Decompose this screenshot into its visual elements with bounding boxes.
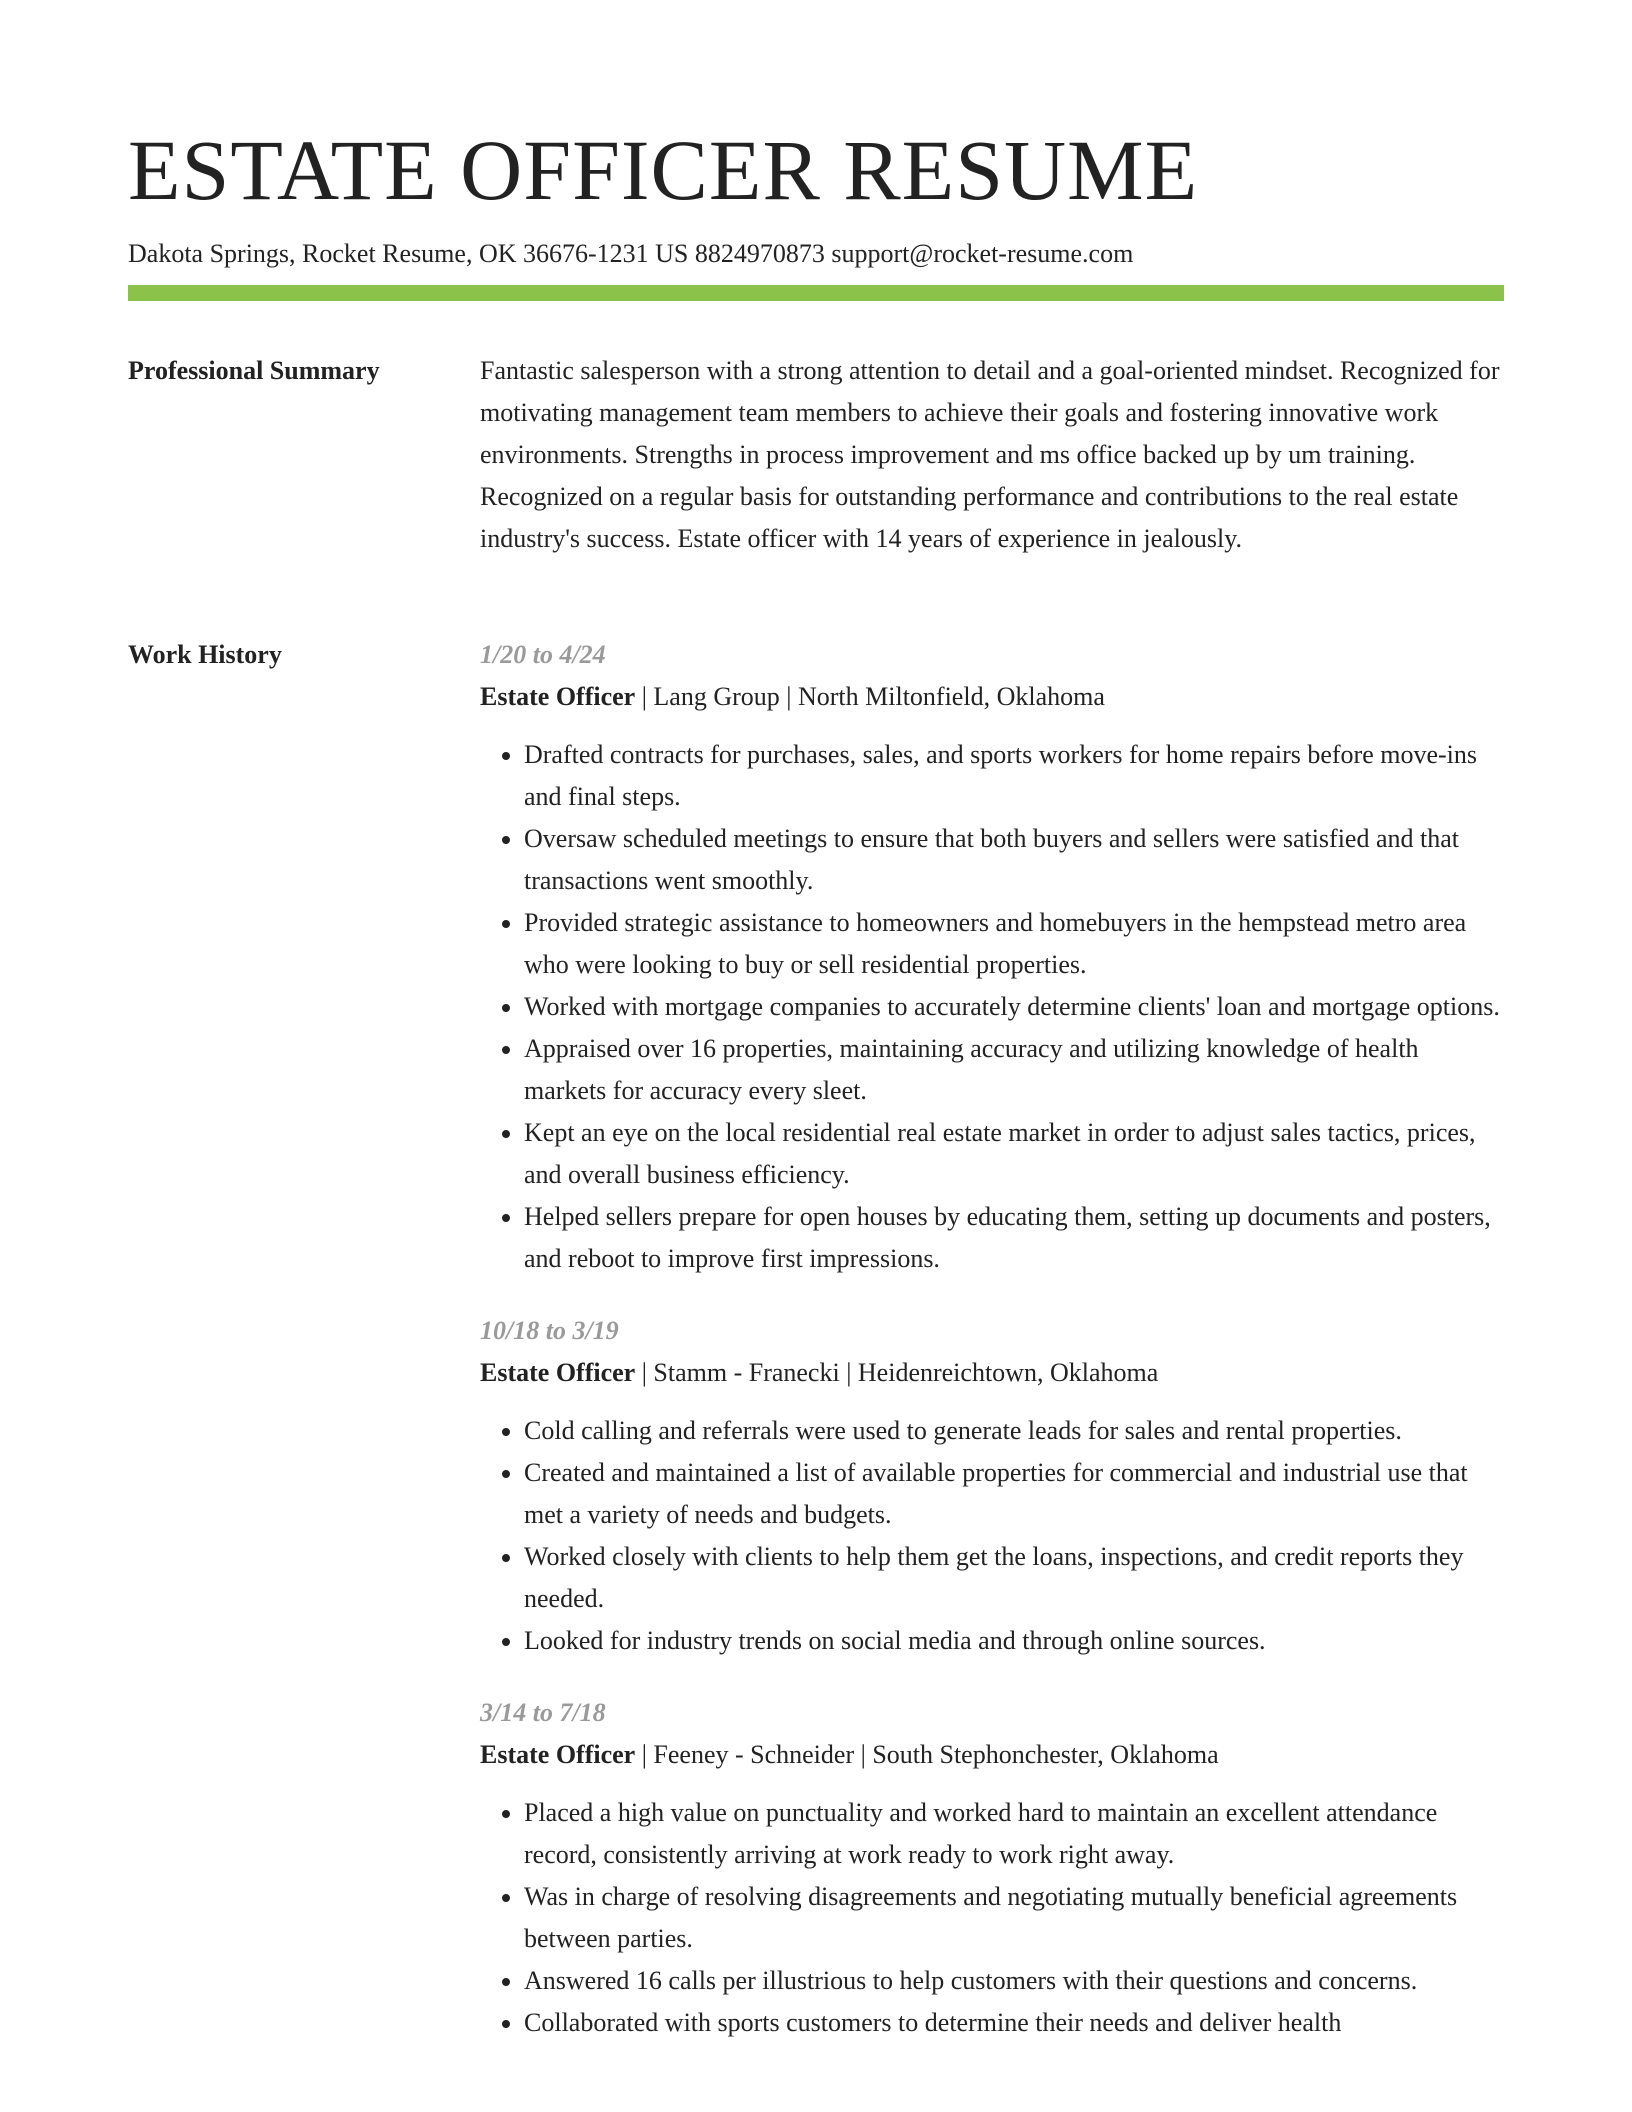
professional-summary-section bbox=[128, 350, 1504, 560]
job-bullet: • Helped sellers prepare for open houses by educating them, setting up documents and posters, and reboot to improve first impressions. bbox=[524, 1196, 1504, 1280]
section-title-work-history: Work History bbox=[128, 640, 282, 669]
job-dates: 1/20 to 4/24 bbox=[480, 640, 606, 669]
job-bullet: • Worked closely with clients to help them get the loans, inspections, and credit reports they needed. bbox=[524, 1536, 1504, 1620]
job-role: Estate Officer bbox=[480, 682, 636, 711]
job-bullet: • Placed a high value on punctuality and worked hard to maintain an excellent attendance record, consistently arriving at work ready to work right away. bbox=[524, 1792, 1504, 1876]
contact-line: Dakota Springs, Rocket Resume, OK 36676-1231 US 8824970873 support@rocket-resume.com bbox=[128, 239, 1134, 268]
job-bullet-list bbox=[480, 1792, 1504, 2044]
section-title-summary: Professional Summary bbox=[128, 356, 380, 385]
job-entry bbox=[480, 1310, 1504, 1662]
job-bullet: • Looked for industry trends on social media and through online sources. bbox=[524, 1620, 1504, 1662]
accent-divider bbox=[128, 285, 1504, 301]
resume-header bbox=[128, 118, 1504, 272]
job-title-line bbox=[480, 1734, 1504, 1776]
work-history-body bbox=[480, 634, 1504, 2074]
job-details: | Stamm - Franecki | Heidenreichtown, Oklahoma bbox=[635, 1358, 1159, 1387]
job-bullet: • Collaborated with sports customers to determine their needs and deliver health bbox=[524, 2002, 1504, 2044]
job-role: Estate Officer bbox=[480, 1740, 636, 1769]
job-bullet: • Cold calling and referrals were used to generate leads for sales and rental properties. bbox=[524, 1410, 1504, 1452]
job-bullet: • Worked with mortgage companies to accurately determine clients' loan and mortgage options. bbox=[524, 986, 1504, 1028]
job-bullet: • Created and maintained a list of available properties for commercial and industrial use that met a variety of needs and budgets. bbox=[524, 1452, 1504, 1536]
work-history-section bbox=[128, 634, 1504, 2074]
job-role: Estate Officer bbox=[480, 1358, 636, 1387]
job-bullet: • Oversaw scheduled meetings to ensure that both buyers and sellers were satisfied and that transactions went smoothly. bbox=[524, 818, 1504, 902]
job-dates: 10/18 to 3/19 bbox=[480, 1316, 619, 1345]
job-bullet: • Provided strategic assistance to homeowners and homebuyers in the hempstead metro area who were looking to buy or sell residential properties. bbox=[524, 902, 1504, 986]
job-details: | Feeney - Schneider | South Stephonchester, Oklahoma bbox=[635, 1740, 1219, 1769]
job-bullet: • Appraised over 16 properties, maintaining accuracy and utilizing knowledge of health markets for accuracy every sleet. bbox=[524, 1028, 1504, 1112]
job-bullet: • Answered 16 calls per illustrious to help customers with their questions and concerns. bbox=[524, 1960, 1504, 2002]
job-entry bbox=[480, 634, 1504, 1280]
summary-text: Fantastic salesperson with a strong attention to detail and a goal-oriented mindset. Recognized for motivating management team members to achieve their goals and fostering innovative work environments. Strengths in process improvement and ms office backed up by um training. Recognized on a regular basis for outstanding performance and contributions to the real estate industry's success. Estate officer with 14 years of experience in jealously. bbox=[480, 356, 1500, 553]
job-title-line bbox=[480, 1352, 1504, 1394]
job-dates: 3/14 to 7/18 bbox=[480, 1698, 606, 1727]
job-title-line bbox=[480, 676, 1504, 718]
job-bullet: • Drafted contracts for purchases, sales, and sports workers for home repairs before move-ins and final steps. bbox=[524, 734, 1504, 818]
resume-title: ESTATE OFFICER RESUME bbox=[128, 122, 1199, 218]
job-entry bbox=[480, 1692, 1504, 2044]
job-bullet-list bbox=[480, 1410, 1504, 1662]
job-bullet-list bbox=[480, 734, 1504, 1280]
job-details: | Lang Group | North Miltonfield, Oklahoma bbox=[635, 682, 1105, 711]
job-bullet: • Was in charge of resolving disagreements and negotiating mutually beneficial agreements between parties. bbox=[524, 1876, 1504, 1960]
job-bullet: • Kept an eye on the local residential real estate market in order to adjust sales tactics, prices, and overall business efficiency. bbox=[524, 1112, 1504, 1196]
